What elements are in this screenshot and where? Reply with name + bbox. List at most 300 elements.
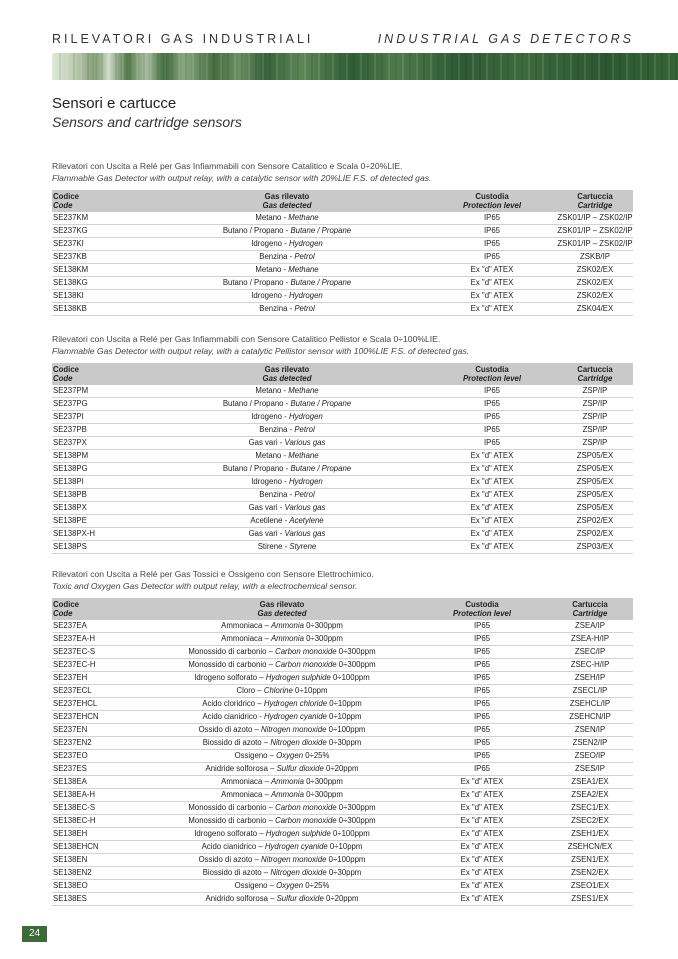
column-header-label-en: Code [53,201,73,210]
cell-code: SE138PI [52,476,147,489]
gas-name-en: Ammonia [270,777,304,786]
cell-housing: Ex "d" ATEX [427,290,557,303]
table-row [52,277,633,290]
cell-housing: IP65 [427,437,557,450]
cell-gas [147,620,417,633]
cell-code: SE237EA [52,620,147,633]
gas-name-it: Idrogeno - [251,239,289,248]
table-row [52,385,633,398]
cell-gas [147,633,417,646]
cell-cartridge: ZSEN1/EX [547,854,633,867]
header-band-image [52,53,678,80]
gas-name-en: Butane / Propane [290,278,352,287]
table-row [52,789,633,802]
gas-name-en: Methane [288,265,319,274]
cell-housing: Ex "d" ATEX [417,854,547,867]
cell-code: SE237KG [52,225,147,238]
gas-range: 0÷100ppm [330,829,370,838]
table-row [52,463,633,476]
column-header-label-it: Custodia [475,192,509,201]
cell-cartridge: ZSEN2/IP [547,737,633,750]
table-row [52,489,633,502]
cell-code: SE237PM [52,385,147,398]
cell-code: SE138PG [52,463,147,476]
cell-cartridge: ZSEHCN/EX [547,841,633,854]
cell-housing: Ex "d" ATEX [427,450,557,463]
gas-name-it: Acido cloridrico – [202,699,264,708]
cell-gas [147,672,417,685]
cell-housing: Ex "d" ATEX [417,893,547,906]
gas-name-it: Monossido di carbonio – [188,647,276,656]
cell-gas [147,867,417,880]
column-header-label-en: Cartridge [572,609,608,618]
table-row [52,659,633,672]
cell-housing: IP65 [417,763,547,776]
header-title-it: RILEVATORI GAS INDUSTRIALI [52,32,314,46]
column-header-label-en: Cartridge [577,201,613,210]
description-it: Rilevatori con Uscita a Relé per Gas Infiammabili con Sensore Catalitico e Scala 0÷20%LIE. [52,161,403,171]
column-header-label-en: Gas detected [262,374,312,383]
gas-name-en: Acetylene [289,516,324,525]
gas-name-en: Methane [288,213,319,222]
cell-code: SE237PI [52,411,147,424]
gas-name-en: Petrol [294,252,315,261]
column-header-housing [427,363,557,385]
table-row [52,251,633,264]
gas-name-it: Butano / Propano - [222,464,291,473]
cell-code: SE237EN [52,724,147,737]
column-header-label-it: Gas rilevato [264,192,310,201]
cell-cartridge: ZSEO/IP [547,750,633,763]
cell-housing: IP65 [417,672,547,685]
cell-code: SE138PM [52,450,147,463]
cell-code: SE237KI [52,238,147,251]
column-header-label-en: Protection level [452,609,512,618]
column-header-gas [147,363,427,385]
cell-cartridge: ZSK02/EX [557,264,633,277]
gas-name-it: Metano - [255,213,289,222]
column-header-gas [147,598,417,620]
column-header-label-it: Custodia [475,365,509,374]
cell-cartridge: ZSEC1/EX [547,802,633,815]
cell-cartridge: ZSK02/EX [557,277,633,290]
cell-gas [147,212,427,225]
gas-name-it: Benzina - [259,252,295,261]
gas-range: 0÷20ppm [323,764,359,773]
table-row [52,398,633,411]
gas-name-en: Various gas [284,438,326,447]
cell-housing: IP65 [427,385,557,398]
cell-gas [147,789,417,802]
table-row [52,212,633,225]
cell-gas [147,750,417,763]
cell-housing: IP65 [417,685,547,698]
gas-name-en: Hydrogen [288,477,323,486]
cell-code: SE138KI [52,290,147,303]
cell-cartridge: ZSP05/EX [557,450,633,463]
cell-gas [147,424,427,437]
cell-code: SE237EA-H [52,633,147,646]
sensor-table [52,363,633,554]
section-subtitle: Sensors and cartridge sensors [52,114,242,130]
table-row [52,750,633,763]
cell-code: SE237PB [52,424,147,437]
description-en: Flammable Gas Detector with output relay, with a catalytic sensor with 20%LIE F.S. of detected gas. [52,172,432,183]
gas-range: 0÷300ppm [303,621,343,630]
gas-name-en: Oxygen [276,751,304,760]
gas-range: 0÷10ppm [327,699,362,708]
cell-cartridge: ZSP/IP [557,424,633,437]
gas-name-it: Metano - [255,265,289,274]
cell-cartridge: ZSP05/EX [557,463,633,476]
column-header-label-en: Protection level [462,374,522,383]
gas-name-en: Methane [288,451,319,460]
gas-name-it: Gas vari - [248,503,285,512]
table-row [52,424,633,437]
cell-gas [147,893,417,906]
cell-cartridge: ZSES/IP [547,763,633,776]
cell-code: SE237EN2 [52,737,147,750]
gas-name-en: Petrol [294,304,315,313]
page-number: 24 [22,926,47,942]
cell-gas [147,515,427,528]
description-en: Flammable Gas Detector with output relay, with a catalytic Pellistor sensor with 100%LIE F.S. of detected gas. [52,345,470,356]
gas-name-it: Butano / Propano - [222,278,291,287]
table-description [52,334,633,357]
cell-cartridge: ZSECL/IP [547,685,633,698]
cell-housing: Ex "d" ATEX [417,789,547,802]
gas-name-it: Benzina - [259,304,295,313]
gas-name-it: Gas vari - [248,529,285,538]
cell-housing: IP65 [427,398,557,411]
column-header-code [52,190,147,212]
cell-gas [147,685,417,698]
cell-housing: Ex "d" ATEX [427,303,557,316]
gas-name-it: Gas vari - [248,438,285,447]
cell-cartridge: ZSEO1/EX [547,880,633,893]
cell-code: SE237KM [52,212,147,225]
gas-name-it: Biossido di azoto – [202,738,271,747]
table-row [52,646,633,659]
cell-housing: Ex "d" ATEX [427,264,557,277]
column-header-housing [417,598,547,620]
cell-code: SE138PX [52,502,147,515]
gas-range: 0÷25% [303,881,330,890]
gas-name-en: Ammonia [270,634,304,643]
gas-name-en: Various gas [284,529,326,538]
gas-name-en: Hydrogen cyanide [264,712,327,721]
gas-name-en: Butane / Propane [290,226,352,235]
gas-name-it: Metano - [255,386,289,395]
cell-housing: IP65 [417,633,547,646]
gas-name-it: Benzina - [259,490,295,499]
cell-code: SE138PS [52,541,147,554]
cell-gas [147,476,427,489]
cell-code: SE237EH [52,672,147,685]
gas-name-it: Idrogeno solforato – [194,829,266,838]
cell-gas [147,841,417,854]
cell-cartridge: ZSEHCN/IP [547,711,633,724]
cell-housing: IP65 [427,251,557,264]
cell-cartridge: ZSP/IP [557,385,633,398]
cell-code: SE138KG [52,277,147,290]
gas-name-en: Sulfur dioxide [276,894,324,903]
gas-name-it: Acetilene - [250,516,290,525]
cell-code: SE237EHCL [52,698,147,711]
cell-cartridge: ZSP05/EX [557,502,633,515]
gas-name-en: Nitrogen dioxide [270,738,327,747]
cell-housing: Ex "d" ATEX [427,502,557,515]
table-row [52,893,633,906]
cell-cartridge: ZSK01/IP – ZSK02/IP [557,238,633,251]
gas-range: 0÷300ppm [303,777,343,786]
cell-gas [147,502,427,515]
cell-code: SE138EH [52,828,147,841]
table-description [52,569,633,592]
cell-code: SE237EC-S [52,646,147,659]
cell-gas [147,763,417,776]
cell-housing: IP65 [417,646,547,659]
column-header-label-it: Codice [53,192,79,201]
gas-name-en: Hydrogen [288,239,323,248]
gas-range: 0÷100ppm [330,673,370,682]
gas-name-en: Hydrogen cyanide [264,842,328,851]
cell-code: SE138EC-S [52,802,147,815]
cell-cartridge: ZSK04/EX [557,303,633,316]
table-block-1 [52,161,633,316]
cell-code: SE138KM [52,264,147,277]
cell-gas [147,251,427,264]
column-header-code [52,598,147,620]
cell-cartridge: ZSP02/EX [557,515,633,528]
gas-range: 0÷300ppm [303,634,343,643]
cell-cartridge: ZSKB/IP [557,251,633,264]
gas-name-en: Oxygen [276,881,304,890]
gas-range: 0÷300ppm [336,816,376,825]
cell-cartridge: ZSEC-H/IP [547,659,633,672]
cell-housing: IP65 [417,620,547,633]
cell-housing: IP65 [417,698,547,711]
gas-name-en: Ammonia [270,790,304,799]
gas-name-it: Stirene - [257,542,290,551]
cell-gas [147,411,427,424]
cell-code: SE138EN2 [52,867,147,880]
cell-housing: IP65 [417,711,547,724]
sensor-table [52,190,633,316]
gas-name-it: Anidrido solforosa – [205,894,277,903]
gas-name-it: Idrogeno solforato – [194,673,266,682]
gas-name-en: Petrol [294,490,315,499]
table-row [52,776,633,789]
gas-name-en: Chlorine [263,686,293,695]
table-row [52,620,633,633]
gas-name-en: Hydrogen [288,291,323,300]
cell-gas [147,528,427,541]
cell-cartridge: ZSK01/IP – ZSK02/IP [557,225,633,238]
table-row [52,685,633,698]
cell-code: SE138EN [52,854,147,867]
table-row [52,528,633,541]
cell-housing: Ex "d" ATEX [427,489,557,502]
table-row [52,802,633,815]
gas-name-en: Hydrogen sulphide [265,673,331,682]
description-it: Rilevatori con Uscita a Relé per Gas Infiammabili con Sensore Catalitico Pellistor e Scala 0÷100%LIE. [52,334,441,344]
cell-cartridge: ZSK02/EX [557,290,633,303]
gas-name-it: Ammoniaca – [221,621,271,630]
table-row [52,633,633,646]
description-it: Rilevatori con Uscita a Relé per Gas Tossici e Ossigeno con Sensore Elettrochimico. [52,569,374,579]
table-row [52,867,633,880]
gas-name-it: Metano - [255,451,289,460]
cell-code: SE138PB [52,489,147,502]
table-row [52,450,633,463]
cell-housing: Ex "d" ATEX [427,541,557,554]
column-header-label-en: Gas detected [257,609,307,618]
table-row [52,672,633,685]
column-header-cart [557,363,633,385]
gas-name-it: Biossido di azoto – [202,868,271,877]
cell-gas [147,385,427,398]
table-block-3 [52,569,633,906]
gas-name-it: Idrogeno - [251,412,289,421]
cell-cartridge: ZSP03/EX [557,541,633,554]
gas-name-it: Monossido di carbonio – [188,803,276,812]
cell-code: SE237PG [52,398,147,411]
gas-name-en: Butane / Propane [290,399,352,408]
table-row [52,763,633,776]
table-row [52,698,633,711]
cell-housing: IP65 [427,411,557,424]
column-header-label-it: Custodia [465,600,499,609]
gas-name-it: Monossido di carbonio – [188,660,276,669]
cell-gas [147,711,417,724]
cell-housing: Ex "d" ATEX [427,515,557,528]
column-header-label-it: Codice [53,365,79,374]
gas-name-en: Carbon monoxide [275,660,337,669]
table-row [52,290,633,303]
cell-code: SE237ECL [52,685,147,698]
table-row [52,841,633,854]
gas-name-en: Petrol [294,425,315,434]
gas-name-it: Monossido di carbonio – [188,816,276,825]
gas-range: 0÷300ppm [336,803,376,812]
table-header-row [52,363,633,385]
cell-code: SE237EO [52,750,147,763]
table-row [52,411,633,424]
cell-cartridge: ZSEA1/EX [547,776,633,789]
table-row [52,502,633,515]
gas-name-it: Cloro – [236,686,264,695]
cell-housing: IP65 [427,225,557,238]
gas-range: 0÷10ppm [327,842,363,851]
cell-gas [147,290,427,303]
cell-cartridge: ZSEA2/EX [547,789,633,802]
sensor-table [52,598,633,906]
cell-code: SE138EA [52,776,147,789]
table-row [52,264,633,277]
cell-housing: Ex "d" ATEX [427,463,557,476]
cell-code: SE138PX-H [52,528,147,541]
column-header-cart [557,190,633,212]
cell-code: SE237KB [52,251,147,264]
column-header-label-it: Gas rilevato [259,600,305,609]
cell-cartridge: ZSP05/EX [557,489,633,502]
cell-code: SE237EHCN [52,711,147,724]
cell-gas [147,277,427,290]
cell-housing: IP65 [417,750,547,763]
gas-name-en: Methane [288,386,319,395]
gas-range: 0÷300ppm [336,660,376,669]
cell-housing: Ex "d" ATEX [427,277,557,290]
cell-cartridge: ZSP02/EX [557,528,633,541]
cell-cartridge: ZSEN/IP [547,724,633,737]
column-header-code [52,363,147,385]
cell-cartridge: ZSP/IP [557,437,633,450]
gas-name-en: Carbon monoxide [275,803,337,812]
cell-gas [147,437,427,450]
gas-name-it: Acido cianidrico - [202,712,265,721]
cell-housing: Ex "d" ATEX [427,476,557,489]
gas-name-it: Ammoniaca – [221,777,271,786]
table-description [52,161,633,184]
cell-cartridge: ZSES1/EX [547,893,633,906]
cell-code: SE237EC-H [52,659,147,672]
cell-gas [147,463,427,476]
cell-housing: IP65 [417,737,547,750]
cell-cartridge: ZSP/IP [557,398,633,411]
gas-name-it: Butano / Propano - [222,226,291,235]
gas-name-en: Styrene [289,542,317,551]
cell-code: SE138PE [52,515,147,528]
gas-name-en: Hydrogen [288,412,323,421]
cell-cartridge: ZSEH1/EX [547,828,633,841]
gas-name-it: Ossido di azoto – [198,725,261,734]
cell-cartridge: ZSP/IP [557,411,633,424]
cell-housing: IP65 [427,424,557,437]
column-header-label-en: Code [53,609,73,618]
cell-gas [147,815,417,828]
gas-range: 0÷10ppm [326,712,362,721]
gas-name-en: Nitrogen dioxide [270,868,327,877]
cell-housing: Ex "d" ATEX [427,528,557,541]
column-header-label-en: Gas detected [262,201,312,210]
cell-cartridge: ZSEHCL/IP [547,698,633,711]
gas-range: 0÷30ppm [326,738,362,747]
table-row [52,828,633,841]
table-row [52,854,633,867]
cell-code: SE138KB [52,303,147,316]
gas-range: 0÷100ppm [326,725,366,734]
cell-gas [147,802,417,815]
cell-gas [147,698,417,711]
cell-code: SE237PX [52,437,147,450]
cell-gas [147,450,427,463]
table-row [52,724,633,737]
table-row [52,880,633,893]
description-en: Toxic and Oxygen Gas Detector with output relay, with a electrochemical sensor. [52,580,358,591]
cell-cartridge: ZSEC2/EX [547,815,633,828]
cell-gas [147,264,427,277]
cell-gas [147,238,427,251]
table-row [52,541,633,554]
gas-name-en: Ammonia [270,621,304,630]
table-row [52,815,633,828]
cell-housing: Ex "d" ATEX [417,776,547,789]
gas-range: 0÷300ppm [303,790,343,799]
cell-code: SE138EA-H [52,789,147,802]
cell-housing: IP65 [417,724,547,737]
cell-code: SE138ES [52,893,147,906]
